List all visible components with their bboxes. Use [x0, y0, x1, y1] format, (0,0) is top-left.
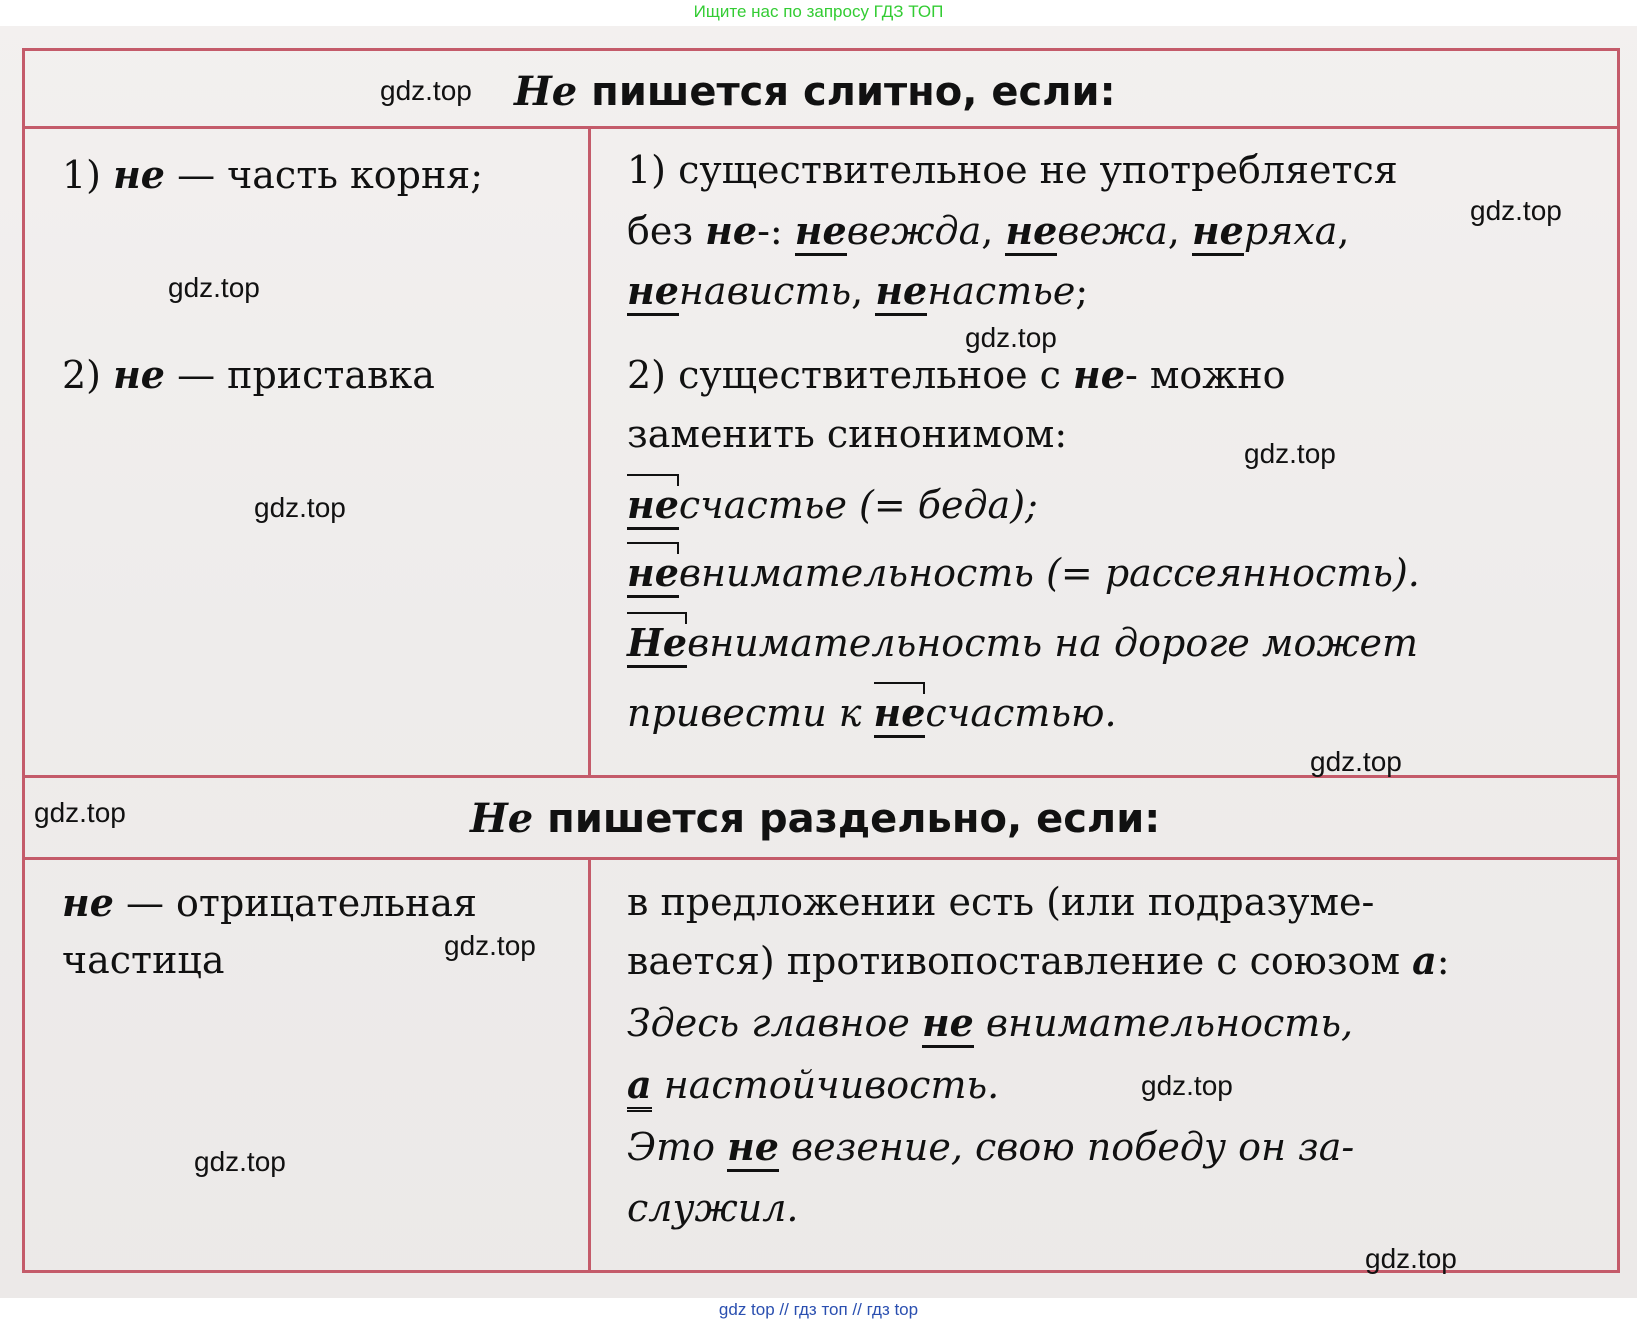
ne-particle: не: [727, 1124, 779, 1172]
watermark: gdz.top: [1244, 438, 1336, 469]
rule2-example3: [627, 620, 1418, 668]
example-text: настойчивость.: [651, 1063, 1000, 1107]
section2-header: [470, 795, 1160, 842]
column-divider-1: [588, 126, 591, 777]
ne-prefix-marked: Не: [627, 620, 687, 668]
divider-header1: [22, 126, 1620, 129]
ne: не: [1005, 208, 1057, 256]
rule3-right-line2: [627, 938, 1450, 983]
sep: ;: [1075, 269, 1089, 313]
ne: не: [1073, 352, 1125, 397]
example-text: внимательность на дороге может: [687, 621, 1419, 665]
ne-prefix-marked: не: [627, 482, 679, 530]
text: - можно: [1124, 353, 1286, 397]
example-word: [1005, 209, 1167, 253]
sep: ,: [851, 269, 876, 313]
ne-particle: не: [62, 880, 114, 925]
example-text: счастью.: [925, 691, 1117, 735]
rule1-right-line2: [627, 208, 1350, 253]
watermark: gdz.top: [444, 930, 536, 961]
rule2-left: [62, 352, 435, 397]
sep: ,: [1337, 209, 1350, 253]
rule3-example3: [627, 1124, 1354, 1169]
rule-number: 1): [62, 153, 114, 197]
example-text: внимательность,: [973, 1001, 1354, 1045]
conjunction-a: а: [627, 1062, 652, 1112]
watermark: gdz.top: [1310, 746, 1402, 777]
text: вается) противопоставление с союзом: [627, 939, 1413, 983]
rule3-left-line2: частица: [62, 938, 225, 982]
rule-text: — отрицательная: [113, 881, 477, 925]
ne-particle: не: [922, 1000, 974, 1048]
rule3-right-line1: в предложении есть (или подразуме-: [627, 880, 1375, 924]
example-word: [795, 209, 981, 253]
word: ряха: [1243, 209, 1338, 253]
example-text: внимательность (= рассеянность).: [678, 551, 1420, 595]
header-ne: Не: [514, 68, 578, 115]
ne: не: [627, 268, 679, 316]
ne-root: не: [113, 152, 165, 197]
example-text: счастье (= беда);: [678, 483, 1038, 527]
watermark: gdz.top: [380, 75, 472, 106]
text: -:: [757, 209, 795, 253]
conjunction-a: а: [1412, 938, 1437, 983]
rule1-left: [62, 152, 483, 197]
rule2-example4: [627, 690, 1117, 738]
example-text: Это: [627, 1125, 728, 1169]
header-ne: Не: [470, 795, 534, 842]
sep: ,: [981, 209, 1006, 253]
header-rest: пишется раздельно, если:: [533, 796, 1161, 842]
header-rest: пишется слитно, если:: [577, 69, 1116, 115]
rule2-example2: [627, 550, 1420, 598]
rule2-right-line1: [627, 352, 1285, 397]
example-word: [1192, 209, 1337, 253]
rule3-example4: служил.: [627, 1186, 799, 1230]
rule3-example1: [627, 1000, 1353, 1045]
watermark: gdz.top: [34, 797, 126, 828]
rule-text: — часть корня;: [164, 153, 484, 197]
rule3-left-line1: [62, 880, 477, 925]
ne-prefix: не: [113, 352, 165, 397]
footer-links[interactable]: gdz top // гдз топ // гдз top: [0, 1298, 1637, 1323]
text: без: [627, 209, 706, 253]
ne: не: [705, 208, 758, 253]
ne: не: [795, 208, 847, 256]
rule-number: 2): [62, 353, 114, 397]
rule1-right-line3: [627, 268, 1088, 313]
top-banner[interactable]: Ищите нас по запросу ГДЗ ТОП: [0, 0, 1637, 26]
ne: не: [875, 268, 927, 316]
column-divider-2: [588, 857, 591, 1273]
word: вежда: [846, 209, 982, 253]
watermark: gdz.top: [1470, 195, 1562, 226]
example-text: Здесь главное: [627, 1001, 922, 1045]
watermark: gdz.top: [254, 492, 346, 523]
section1-header: [514, 68, 1116, 115]
rule1-right-line1: 1) существительное не употребляется: [627, 148, 1398, 192]
watermark: gdz.top: [168, 272, 260, 303]
watermark: gdz.top: [194, 1146, 286, 1177]
rule2-right-line2: заменить синонимом:: [627, 412, 1068, 456]
sep: ,: [1167, 209, 1192, 253]
ne-prefix-marked: не: [874, 690, 926, 738]
word: нависть: [678, 269, 852, 313]
ne-prefix-marked: не: [627, 550, 679, 598]
watermark: gdz.top: [1365, 1243, 1457, 1274]
rule3-example2: [627, 1062, 999, 1107]
example-text: привести к: [627, 691, 874, 735]
ne: не: [1192, 208, 1244, 256]
word: вежа: [1057, 209, 1168, 253]
rule-text: — приставка: [164, 353, 435, 397]
rule2-example1: [627, 482, 1038, 530]
watermark: gdz.top: [965, 322, 1057, 353]
divider-header2: [22, 857, 1620, 860]
text: :: [1436, 939, 1450, 983]
example-text: везение, свою победу он за-: [778, 1125, 1355, 1169]
word: настье: [927, 269, 1076, 313]
watermark: gdz.top: [1141, 1070, 1233, 1101]
text: 2) существительное с: [627, 353, 1074, 397]
